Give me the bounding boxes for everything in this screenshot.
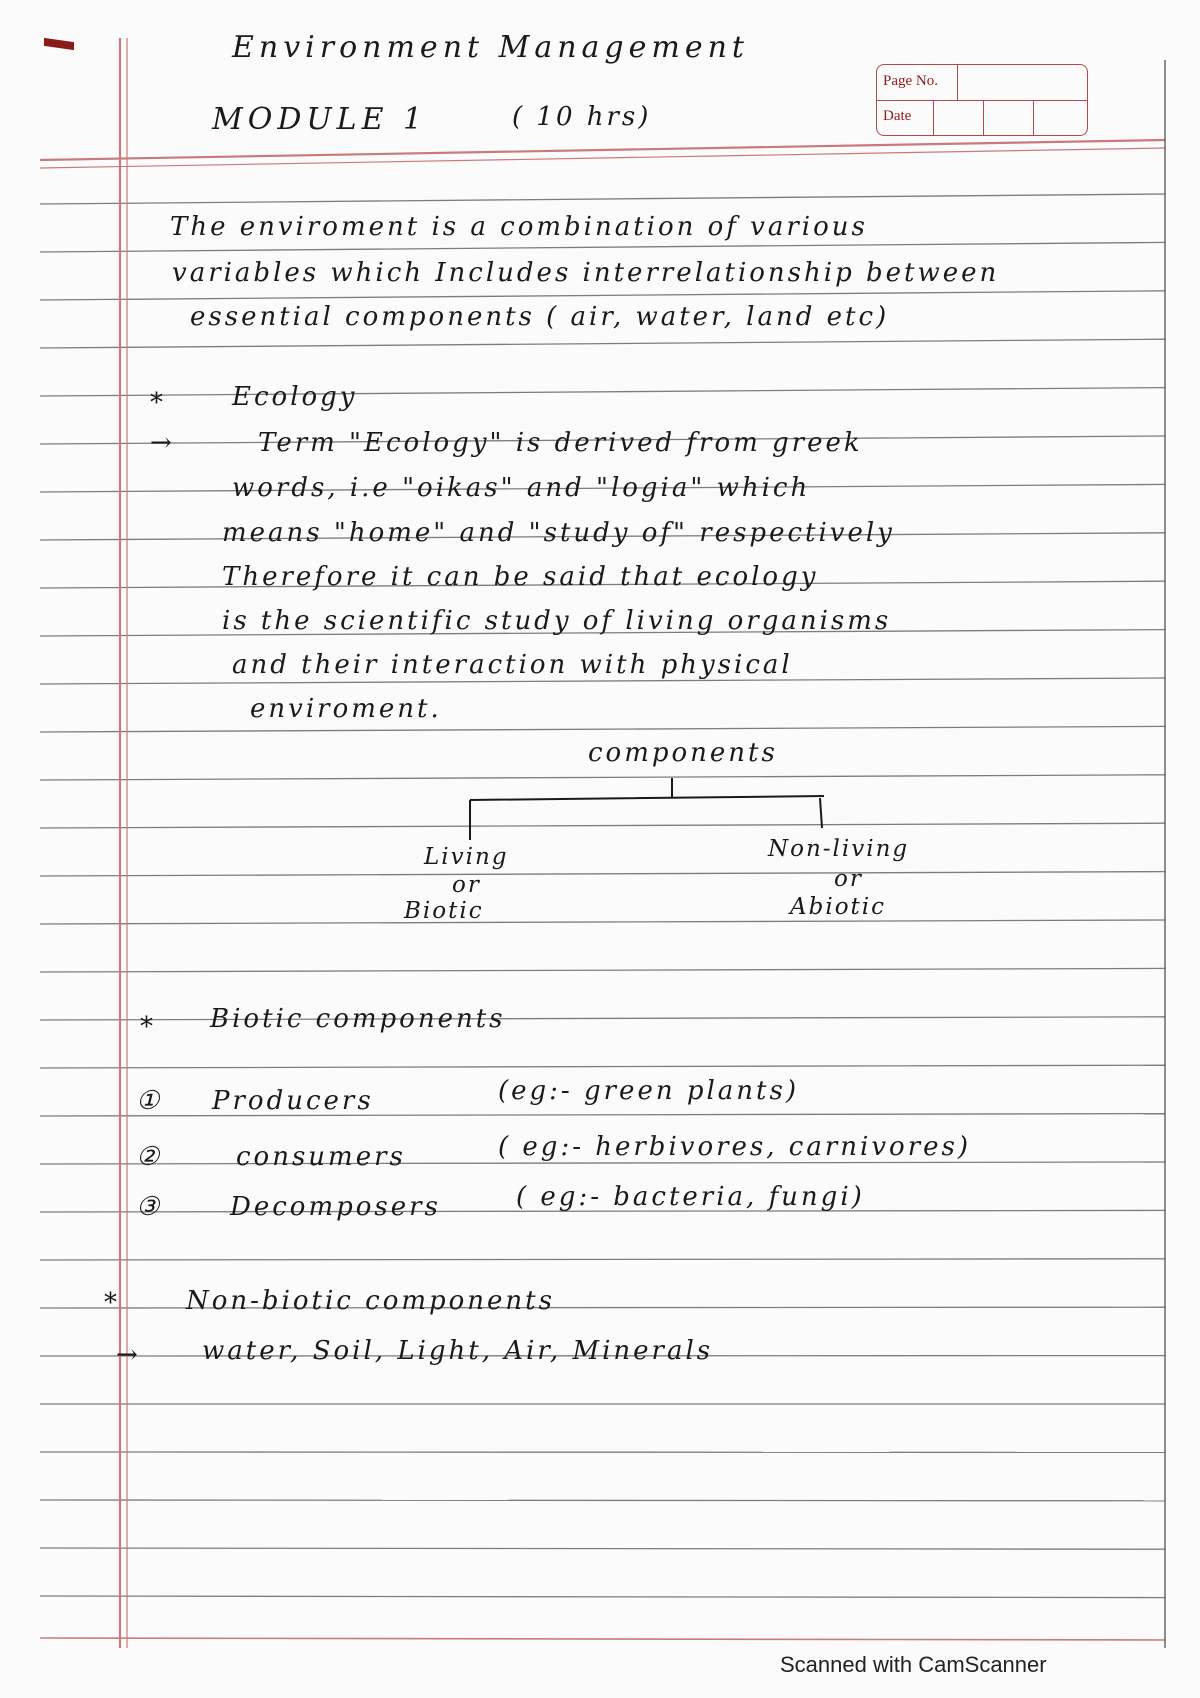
list-number: ③	[136, 1192, 163, 1222]
page-title: Environment Management	[232, 30, 749, 65]
nonbiotic-line: water, Soil, Light, Air, Minerals	[202, 1336, 714, 1366]
ecology-line: means "home" and "study of" respectively	[222, 518, 895, 548]
scanner-footer: Scanned with CamScanner	[780, 1652, 1047, 1677]
diagram-right: Non-living	[768, 836, 910, 862]
ecology-line: enviroment.	[250, 694, 442, 724]
diagram-left: Living	[424, 844, 509, 870]
biotic-item-name: Producers	[212, 1086, 374, 1116]
diagram-right: Abiotic	[790, 894, 887, 920]
module-label: MODULE 1	[212, 102, 428, 137]
biotic-item-example: (eg:- green plants)	[498, 1076, 799, 1106]
ecology-line: is the scientific study of living organisms	[222, 606, 892, 636]
intro-line: The enviroment is a combination of various	[170, 212, 868, 242]
ecology-line: Therefore it can be said that ecology	[222, 562, 819, 592]
list-number: ①	[136, 1086, 163, 1116]
biotic-bullet: *	[140, 1012, 156, 1042]
ecology-line: words, i.e "oikas" and "logia" which	[232, 473, 811, 503]
page-number-box	[876, 64, 1088, 136]
nonbiotic-bullet: *	[104, 1288, 120, 1318]
date-label: Date	[883, 108, 912, 124]
diagram-right: or	[834, 866, 863, 892]
diagram-root: components	[588, 738, 778, 768]
ecology-bullet: *	[150, 388, 166, 418]
intro-line: variables which Includes interrelationship between	[172, 258, 1000, 288]
arrow-icon: →	[150, 428, 175, 458]
ecology-heading: Ecology	[232, 382, 358, 412]
biotic-item-name: Decomposers	[230, 1192, 441, 1222]
page-no-label: Page No.	[883, 73, 938, 89]
diagram-left: Biotic	[404, 898, 484, 924]
arrow-icon: →	[116, 1340, 141, 1370]
biotic-item-example: ( eg:- herbivores, carnivores)	[498, 1132, 971, 1162]
biotic-item-name: consumers	[236, 1142, 406, 1172]
ecology-line: and their interaction with physical	[232, 650, 793, 680]
list-number: ②	[136, 1142, 163, 1172]
biotic-item-example: ( eg:- bacteria, fungi)	[516, 1182, 865, 1212]
nonbiotic-heading: Non-biotic components	[186, 1286, 555, 1316]
intro-line: essential components ( air, water, land etc)	[190, 302, 890, 332]
module-hours: ( 10 hrs)	[512, 102, 652, 132]
diagram-left: or	[452, 872, 481, 898]
ecology-line: Term "Ecology" is derived from greek	[258, 428, 863, 458]
biotic-heading: Biotic components	[210, 1004, 506, 1034]
